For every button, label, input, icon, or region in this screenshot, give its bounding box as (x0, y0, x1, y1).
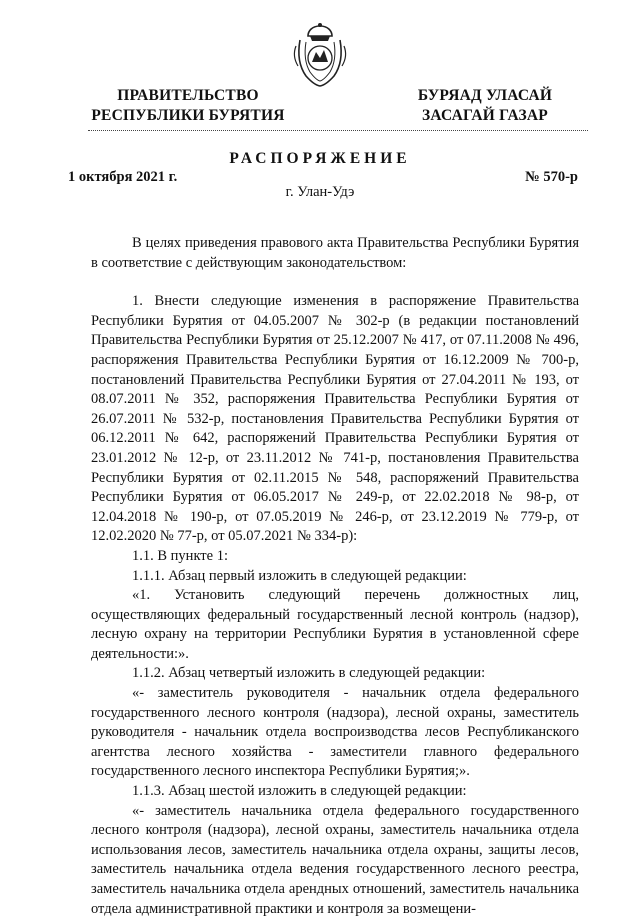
header-left (78, 86, 298, 126)
paragraph: 1.1.3. Абзац шестой изложить в следующей редакции: (132, 783, 467, 800)
document-title: РАСПОРЯЖЕНИЕ (229, 150, 411, 167)
paragraph: В целях приведения правового акта Правительства Республики Бурятия в соответствие с действующим законодательством: (91, 235, 579, 271)
coat-of-arms-icon (290, 22, 350, 88)
paragraph: 1. Внести следующие изменения в распоряжение Правительства Республики Бурятия от 04.05.2007 № 302-р (в редакции постановлений Правительства Республики Бурятия от 25.12.2007 № 417, от 07.11.2008 № 496, распоряжения Правительства Республики Бурятия от 16.12.2009 № 700-р, постановлений Правительства Республики Бурятия от 27.04.2011 № 193, от 08.07.2011 № 352, распоряжения Правительства Республики Бурятия от 26.07.2011 № 532-р, постановления Правительства Республики Бурятия от 06.12.2011 № 642, распоряжений Правительства Республики Бурятия от 23.01.2012 № 12-р, от 23.11.2012 № 741-р, постановления Правительства Республики Бурятия от 02.11.2015 № 548, распоряжений Правительства Республики Бурятия от 06.05.2017 № 249-р, от 22.02.2018 № 98-р, от 12.04.2018 № 190-р, от 07.05.2019 № 246-р, от 23.12.2019 № 779-р, от 12.02.2020 № 77-р, от 05.07.2021 № 334-р): (91, 293, 579, 545)
paragraph: 1.1. В пункте 1: (132, 547, 228, 564)
paragraph: 1.1.1. Абзац первый изложить в следующей редакции: (132, 567, 467, 584)
paragraph: 1.1.2. Абзац четвертый изложить в следующей редакции: (132, 665, 486, 682)
document-city: г. Улан-Удэ (285, 184, 355, 200)
header-right-line2: ЗАСАГАЙ ГАЗАР (422, 107, 548, 124)
paragraph: «1. Установить следующий перечень должностных лиц, осуществляющих федеральный государственный лесной контроль (надзор), лесную охрану на территории Республики Бурятия в установленной сфере деятельности:». (91, 587, 579, 662)
header-divider (88, 130, 588, 131)
document-body (91, 234, 579, 919)
paragraph: «- заместитель руководителя - начальник отдела федерального государственного лесного контроля (надзора), лесной охраны, заместитель руководителя - начальник отдела воспроизводства лесов Республиканского агентства лесного хозяйства - заместители главного федерального государственного лесного инспектора Республики Бурятия;». (91, 685, 579, 780)
header-right-line1: БУРЯАД УЛАСАЙ (417, 87, 553, 104)
header-left-line2: РЕСПУБЛИКИ БУРЯТИЯ (91, 107, 285, 124)
document-date: 1 октября 2021 г. (68, 169, 178, 185)
header-right (396, 86, 574, 126)
document-number: № 570-р (525, 169, 578, 185)
header-left-line1: ПРАВИТЕЛЬСТВО (117, 87, 259, 104)
paragraph: «- заместитель начальника отдела федерального государственного лесного контроля (надзора), лесной охраны, заместитель начальника отдела использования лесов, заместитель начальника отдела охраны, защиты лесов, заместитель начальника отдела ведения государственного лесного реестра, заместитель начальника отдела арендных отношений, заместитель начальника отдела административной практики и контроля за возмещени- (91, 802, 579, 917)
